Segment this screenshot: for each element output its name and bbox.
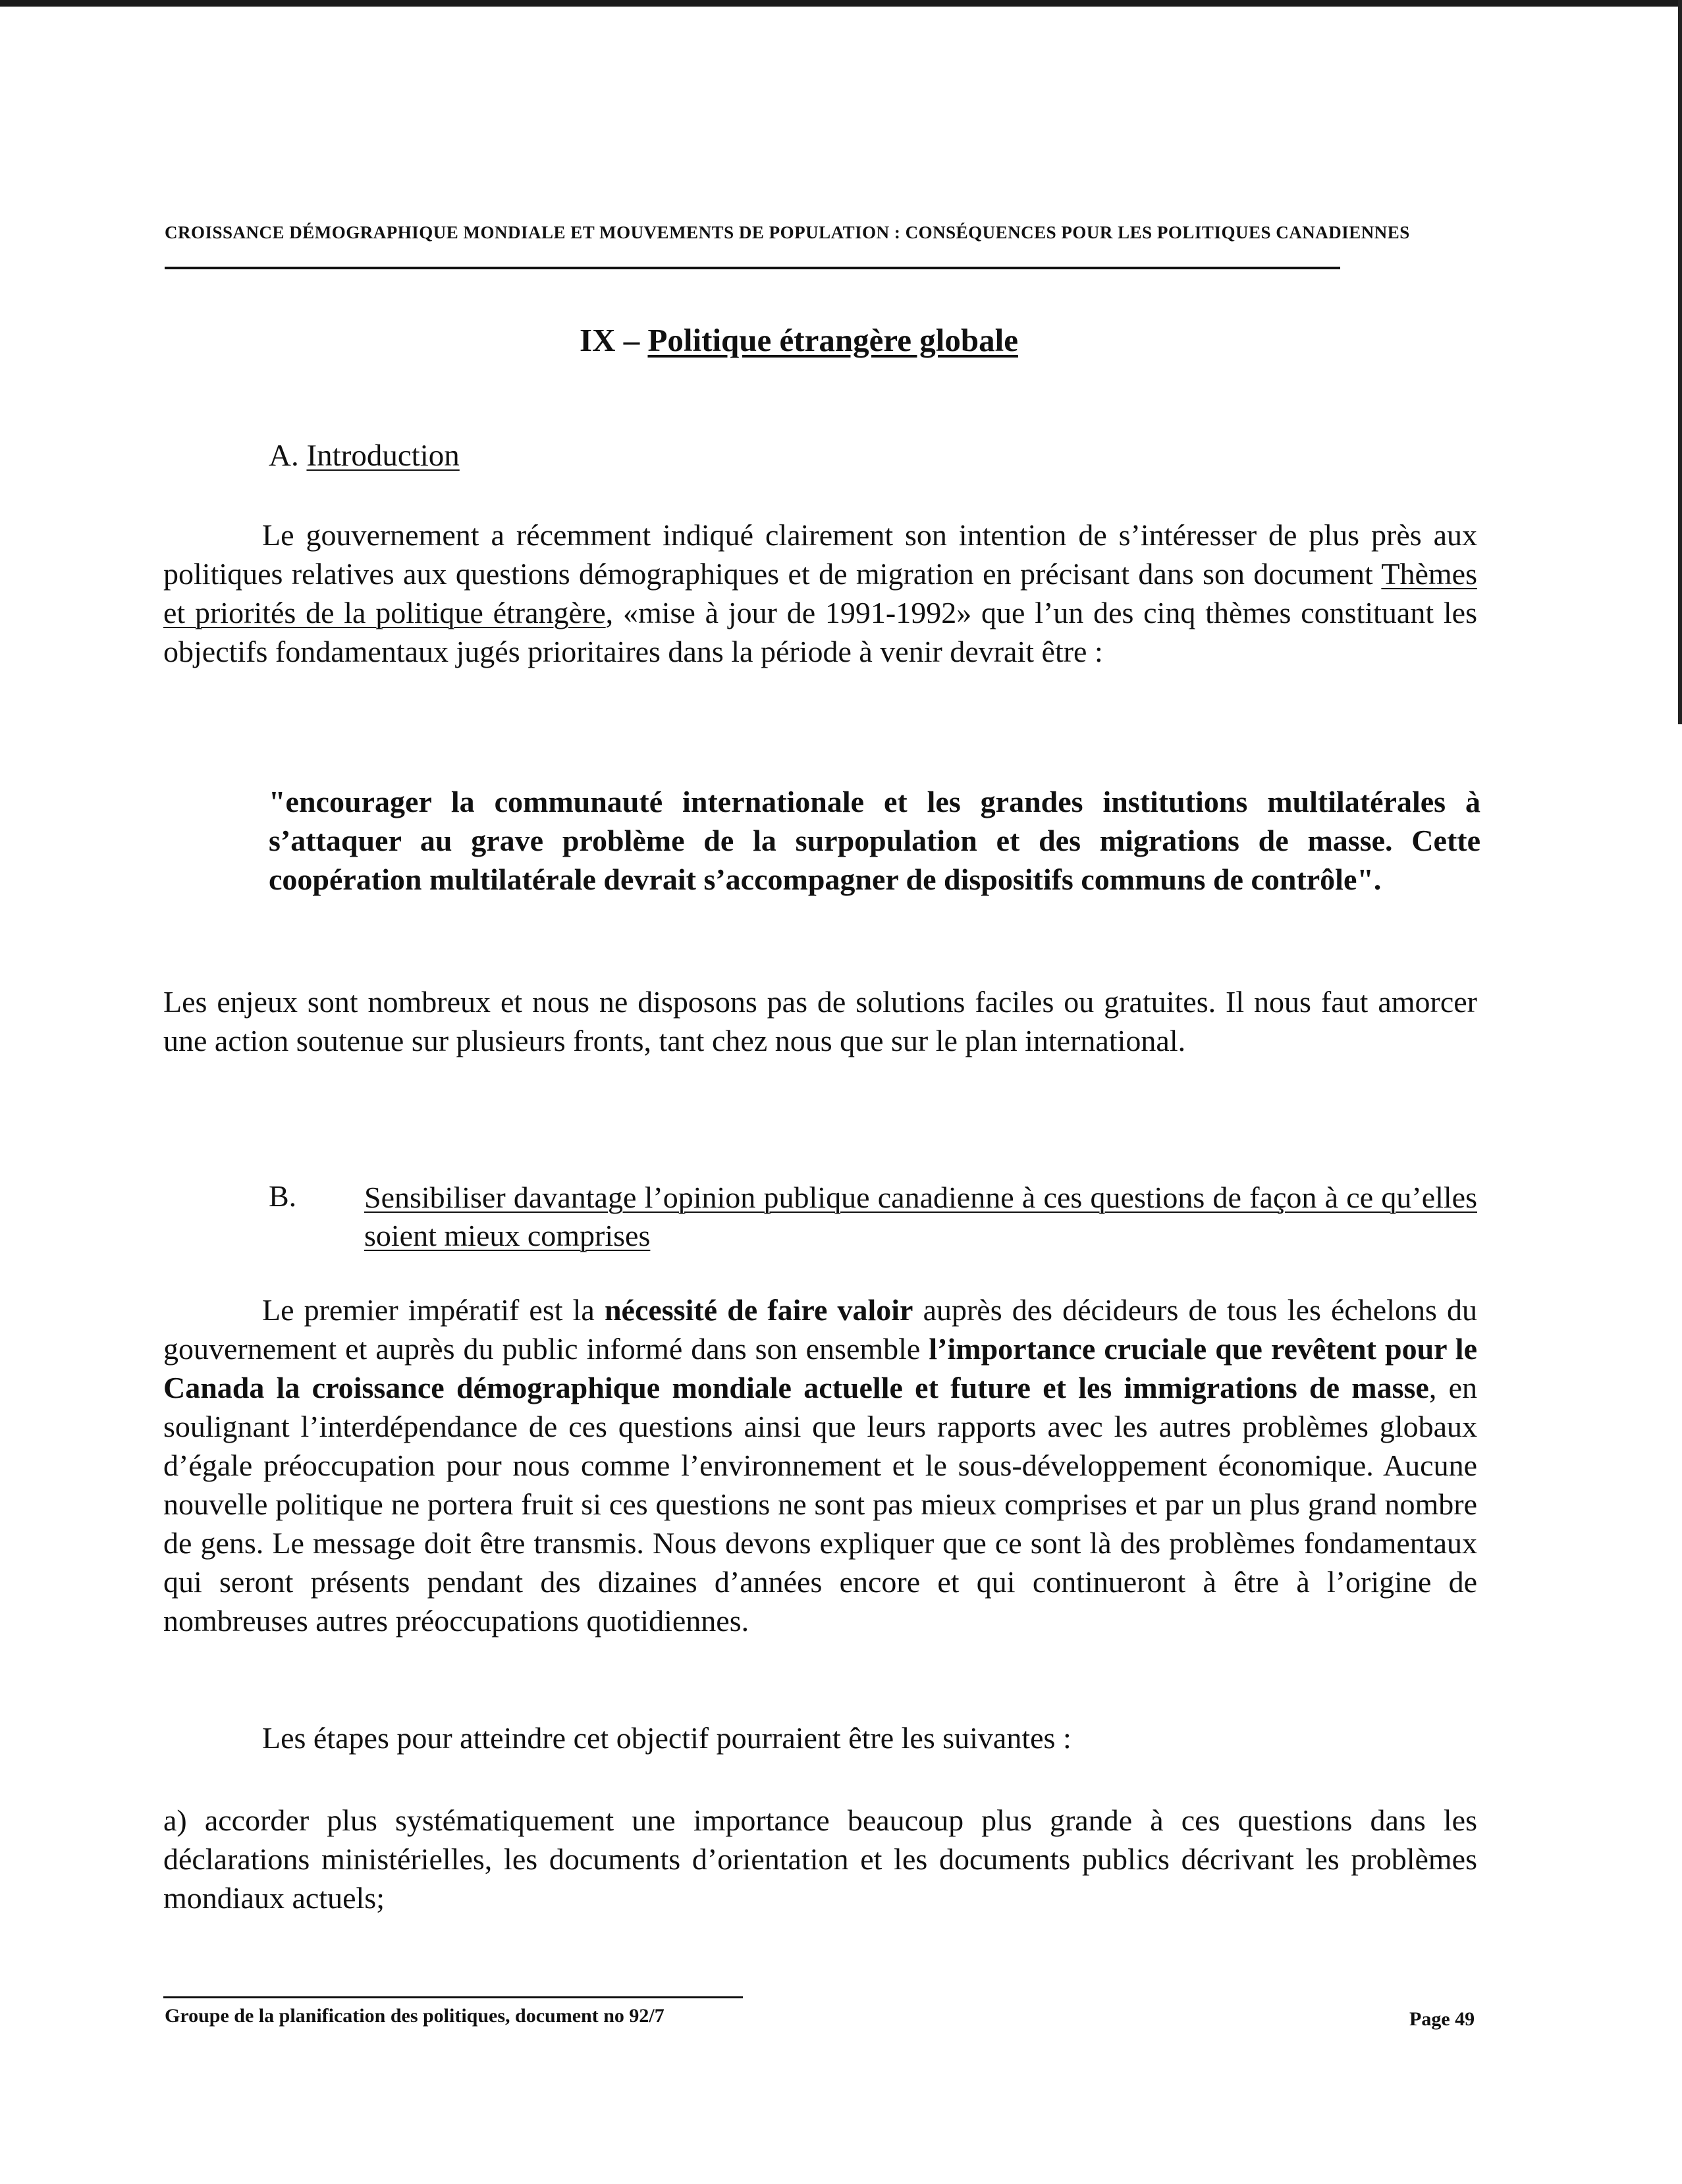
list-item-a: a) accorder plus systématiquement une importance beaucoup plus grande à ces questions dans les déclarations ministérielles, les documents d’orientation et les documents publics décrivant les problèmes mondiaux actuels; [163,1803,1477,1915]
imperative-text-3: , en soulignant l’interdépendance de ces questions ainsi que leurs rapports avec les autres problèmes globaux d’égale préoccupation pour nous comme l’environnement et le sous-développement économique. Aucune nouvelle politique ne portera fruit si ces questions ne sont pas mieux comprises et par un plus grand nombre de gens. Le message doit être transmis. Nous devons expliquer que ce sont là des problèmes fondamentaux qui seront présents pendant des dizaines d’années encore et qui continueront à être à l’origine de nombreuses autres préoccupations quotidiennes. [163,1371,1478,1638]
section-title-text: Politique étrangère globale [647,322,1018,358]
section-title [580,321,1106,359]
subsection-a-heading [269,438,460,473]
subsection-b-title-text: Sensibiliser davantage l’opinion publique canadienne à ces questions de façon à ce qu’elles soient mieux comprises [364,1181,1477,1252]
page-number: Page 49 [1409,2008,1475,2030]
paragraph-imperative [163,1291,1477,1640]
paragraph-intro [163,516,1477,671]
intro-text-1: Le gouvernement a récemment indiqué clairement son intention de s’intéresser de plus près aux politiques relatives aux questions démographiques et de migration en précisant dans son document [163,518,1477,591]
footer-rule [163,1996,743,1998]
imperative-text-2: auprès des décideurs de tous les échelons du gouvernement et auprès du public informé dans son ensemble [163,1293,1478,1366]
imperative-bold-1: nécessité de faire valoir [604,1293,913,1327]
document-title-reference: Thèmes et priorités de la politique étrangère [163,557,1477,629]
imperative-text-1: Le premier impératif est la [262,1293,605,1327]
subsection-a-letter: A. [269,439,299,473]
subsection-a-title: Introduction [306,439,460,473]
footer-source: Groupe de la planification des politiques, document no 92/7 [165,2005,665,2027]
intro-text-2: , «mise à jour de 1991-1992» que l’un des cinq thèmes constituant les objectifs fondamentaux jugés prioritaires dans la période à venir devrait être : [163,596,1477,668]
scan-top-edge [0,0,1682,7]
policy-quote: "encourager la communauté internationale et les grandes institutions multilatérales à s’attaquer au grave problème de la surpopulation et des migrations de masse. Cette coopération multilatérale devrait s’accompagner de dispositifs communs de contrôle". [269,785,1480,896]
paragraph-stakes: Les enjeux sont nombreux et nous ne disposons pas de solutions faciles ou gratuites. Il nous faut amorcer une action soutenue sur plusieurs fronts, tant chez nous que sur le plan international. [163,985,1477,1057]
scan-right-edge [1678,0,1682,724]
paragraph-steps-intro: Les étapes pour atteindre cet objectif pourraient être les suivantes : [262,1721,1072,1755]
running-header: CROISSANCE DÉMOGRAPHIQUE MONDIALE ET MOUVEMENTS DE POPULATION : CONSÉQUENCES POUR LES POLITIQUES CANADIENNES [165,223,1410,242]
section-number: IX – [580,322,640,358]
subsection-b-title [364,1179,1477,1255]
header-rule [165,267,1340,269]
imperative-bold-2: l’importance cruciale que revêtent pour le Canada la croissance démographique mondiale actuelle et future et les immigrations de masse [163,1332,1477,1404]
subsection-b-letter: B. [269,1179,297,1213]
